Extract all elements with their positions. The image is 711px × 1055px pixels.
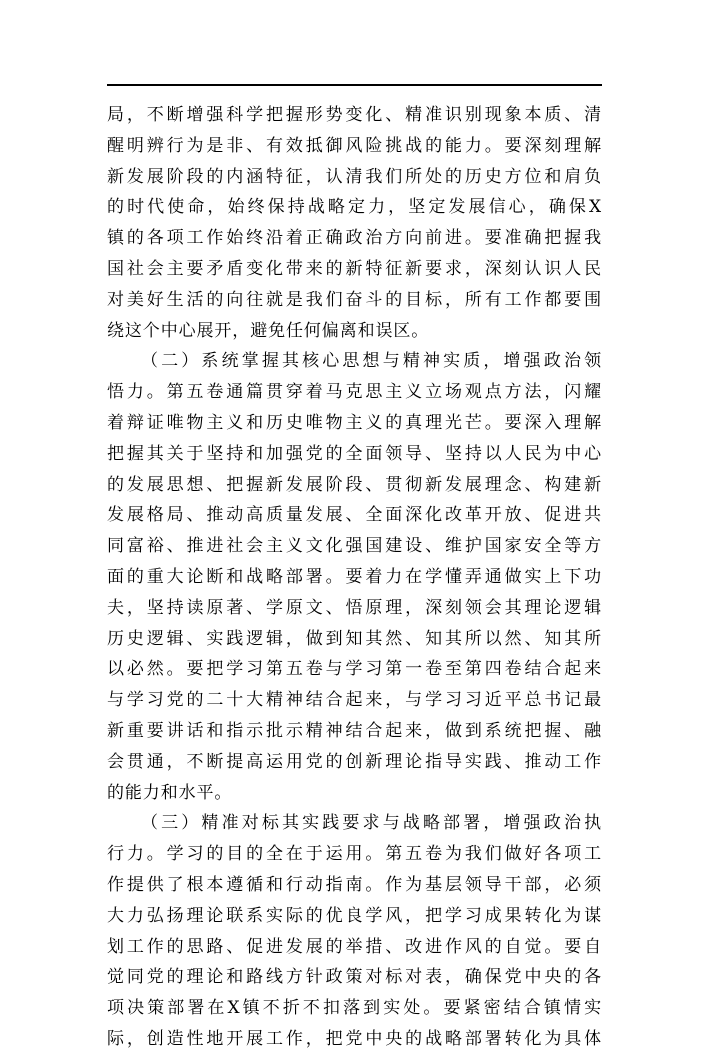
text-line: 同富裕、推进社会主义文化强国建设、维护国家安全等方	[107, 536, 602, 557]
text-line: 悟力。第五卷通篇贯穿着马克思主义立场观点方法，闪耀	[107, 382, 602, 403]
text-line: 夫，坚持读原著、学原文、悟原理，深刻领会其理论逻辑	[107, 597, 602, 618]
text-line: 新重要讲话和指示批示精神结合起来，做到系统把握、融	[107, 720, 602, 741]
text-line: 的发展思想、把握新发展阶段、贯彻新发展理念、构建新	[107, 474, 602, 495]
text-line: （三）精准对标其实践要求与战略部署，增强政治执	[141, 813, 602, 834]
body-text	[107, 100, 602, 1055]
text-line: 镇的各项工作始终沿着正确政治方向前进。要准确把握我	[107, 228, 602, 249]
text-line: 以必然。要把学习第五卷与学习第一卷至第四卷结合起来	[107, 659, 602, 680]
text-line: 划工作的思路、促进发展的举措、改进作风的自觉。要自	[107, 936, 602, 957]
text-line: 着辩证唯物主义和历史唯物主义的真理光芒。要深入理解	[107, 412, 602, 433]
text-line: 历史逻辑、实践逻辑，做到知其然、知其所以然、知其所	[107, 628, 602, 649]
text-line: 项决策部署在X镇不折不扣落到实处。要紧密结合镇情实	[107, 998, 602, 1019]
text-line: 会贯通，不断提高运用党的创新理论指导实践、推动工作	[107, 751, 602, 772]
text-line: 际，创造性地开展工作，把党中央的战略部署转化为具体	[107, 1028, 602, 1049]
text-line: 把握其关于坚持和加强党的全面领导、坚持以人民为中心	[107, 443, 602, 464]
text-line: 局，不断增强科学把握形势变化、精准识别现象本质、清	[107, 105, 602, 125]
text-line: 作提供了根本遵循和行动指南。作为基层领导干部，必须	[107, 874, 602, 895]
text-line: 发展格局、推动高质量发展、全面深化改革开放、促进共	[107, 505, 602, 526]
text-line: 的时代使命，始终保持战略定力，坚定发展信心，确保X	[107, 197, 602, 218]
text-line: 觉同党的理论和路线方针政策对标对表，确保党中央的各	[107, 967, 602, 988]
text-line: 与学习党的二十大精神结合起来，与学习习近平总书记最	[107, 690, 602, 711]
text-line: 面的重大论断和战略部署。要着力在学懂弄通做实上下功	[107, 566, 602, 587]
paragraph-2	[107, 346, 602, 808]
text-line: 醒明辨行为是非、有效抵御风险挑战的能力。要深刻理解	[107, 135, 602, 156]
text-line: 行力。学习的目的全在于运用。第五卷为我们做好各项工	[107, 844, 602, 865]
paragraph-1	[107, 100, 602, 346]
header-rule	[107, 84, 602, 86]
paragraph-3	[107, 808, 602, 1054]
text-line: （二）系统掌握其核心思想与精神实质，增强政治领	[141, 351, 602, 372]
text-line: 的能力和水平。	[107, 782, 233, 803]
text-line: 大力弘扬理论联系实际的优良学风，把学习成果转化为谋	[107, 905, 602, 926]
text-line: 国社会主要矛盾变化带来的新特征新要求，深刻认识人民	[107, 258, 602, 279]
text-line: 新发展阶段的内涵特征，认清我们所处的历史方位和肩负	[107, 166, 602, 187]
text-line: 对美好生活的向往就是我们奋斗的目标，所有工作都要围	[107, 289, 602, 310]
text-line: 绕这个中心展开，避免任何偏离和误区。	[107, 320, 430, 341]
